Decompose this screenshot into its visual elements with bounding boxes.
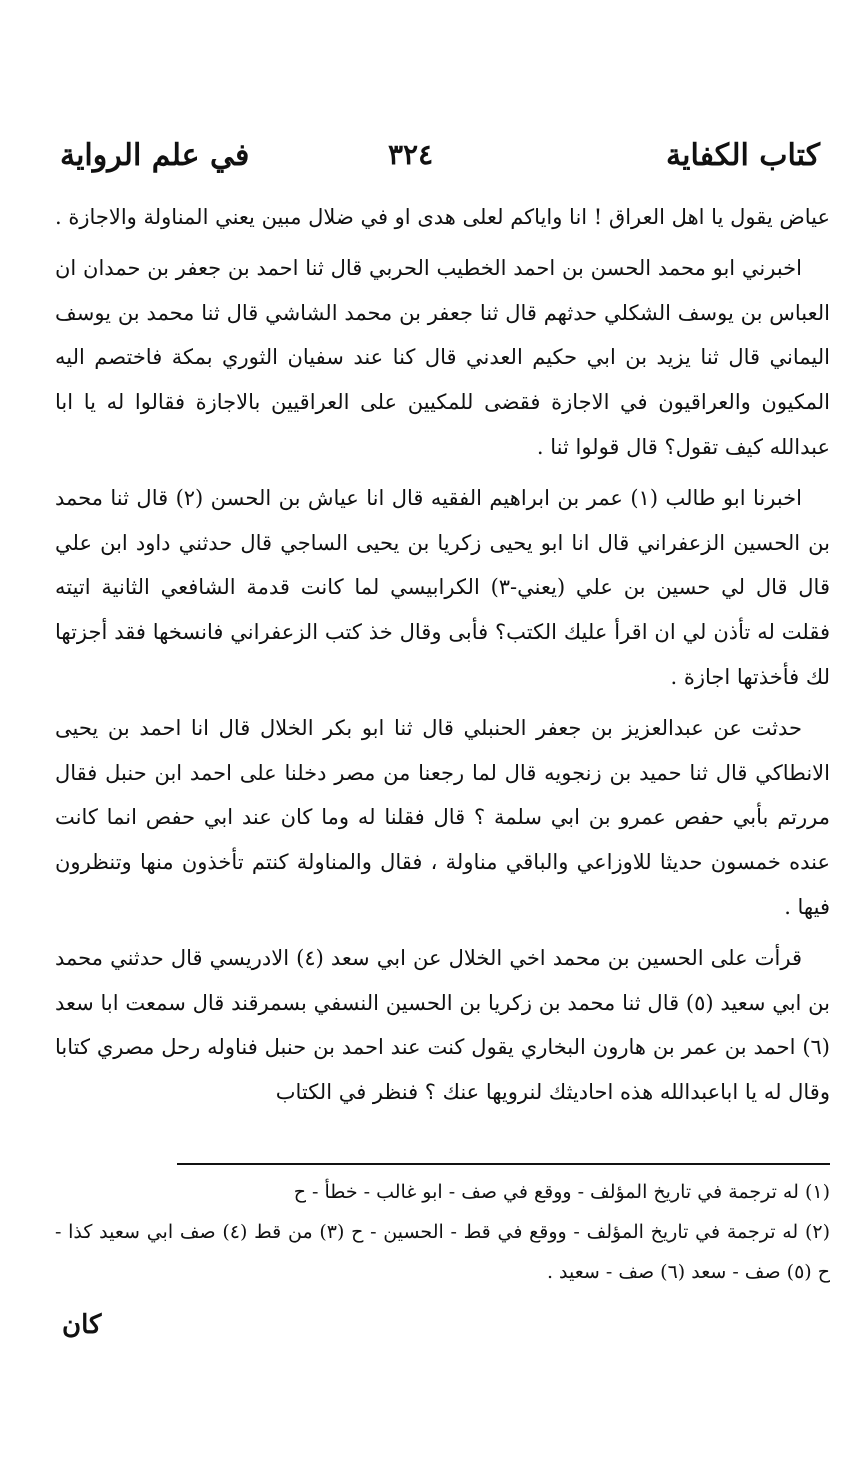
page-number: ٣٢٤ — [388, 138, 434, 171]
footnote-2: (٢) له ترجمة في تاريخ المؤلف - ووقع في قط - الحسين - ح (٣) من قط (٤) صف ابي سعيد كذا - ح (٥) صف - سعد (٦) صف - سعيد . — [55, 1221, 830, 1283]
paragraph-3: اخبرنا ابو طالب (١) عمر بن ابراهيم الفقيه قال انا عياش بن الحسن (٢) قال ثنا محمد بن الحسين الزعفراني قال انا ابو يحيى زكريا بن يحيى الساجي قال حدثني داود ابن علي قال قال لي حسين بن علي (يعني-٣) الكرابيسي لما كانت قدمة الشافعي الثانية اتيته فقلت له تأذن لي ان اقرأ عليك الكتب؟ فأبى وقال خذ كتب الزعفراني فانسخها فقد أجزتها لك فأخذتها اجازة . — [55, 485, 830, 689]
footnote-divider — [177, 1163, 830, 1165]
catchword: كان — [62, 1310, 102, 1340]
paragraph-4: حدثت عن عبدالعزيز بن جعفر الحنبلي قال ثنا ابو بكر الخلال قال انا احمد بن يحيى الانطاكي قال ثنا حميد بن زنجويه قال لما رجعنا من مصر دخلنا على احمد ابن حنبل فقال مررتم بأبي حفص عمرو بن ابي سلمة ؟ قال فقلنا له وما كان عند ابي حفص انما كانت عنده خمسون حديثا للاوزاعي والباقي مناولة ، فقال والمناولة كنتم تأخذون منها وتنظرون فيها . — [55, 715, 830, 919]
footnotes — [55, 1172, 830, 1292]
running-head — [60, 138, 820, 186]
main-text — [55, 195, 830, 1115]
footnote-1: (١) له ترجمة في تاريخ المؤلف - ووقع في صف - ابو غالب - خطأ - ح — [293, 1181, 830, 1203]
book-subtitle: في علم الرواية — [60, 138, 250, 173]
paragraph-1: عياض يقول يا اهل العراق ! انا واياكم لعلى هدى او في ضلال مبين يعني المناولة والاجازة . — [55, 205, 830, 229]
book-title: كتاب الكفاية — [666, 138, 820, 173]
paragraph-5: قرأت على الحسين بن محمد اخي الخلال عن ابي سعد (٤) الادريسي قال حدثني محمد بن ابي سعيد (٥) قال ثنا محمد بن زكريا بن الحسين النسفي بسمرقند قال سمعت ابا سعد (٦) احمد بن عمر بن هارون البخاري يقول كنت عند احمد بن حنبل فناوله رحل مصري كتابا وقال له يا اباعبدالله هذه احاديثك لنرويها عنك ؟ فنظر في الكتاب — [55, 945, 830, 1105]
paragraph-2: اخبرني ابو محمد الحسن بن احمد الخطيب الحربي قال ثنا احمد بن جعفر بن حمدان ان العباس بن يوسف الشكلي حدثهم قال ثنا جعفر بن محمد الشاشي قال ثنا محمد بن يوسف اليماني قال ثنا يزيد بن ابي حكيم العدني قال كنا عند سفيان الثوري بمكة فاختصم اليه المكيون والعراقيون في الاجازة فقضى للمكيين على العراقيين بالاجازة فقالوا له يا ابا عبدالله كيف تقول؟ قال قولوا ثنا . — [55, 255, 830, 459]
